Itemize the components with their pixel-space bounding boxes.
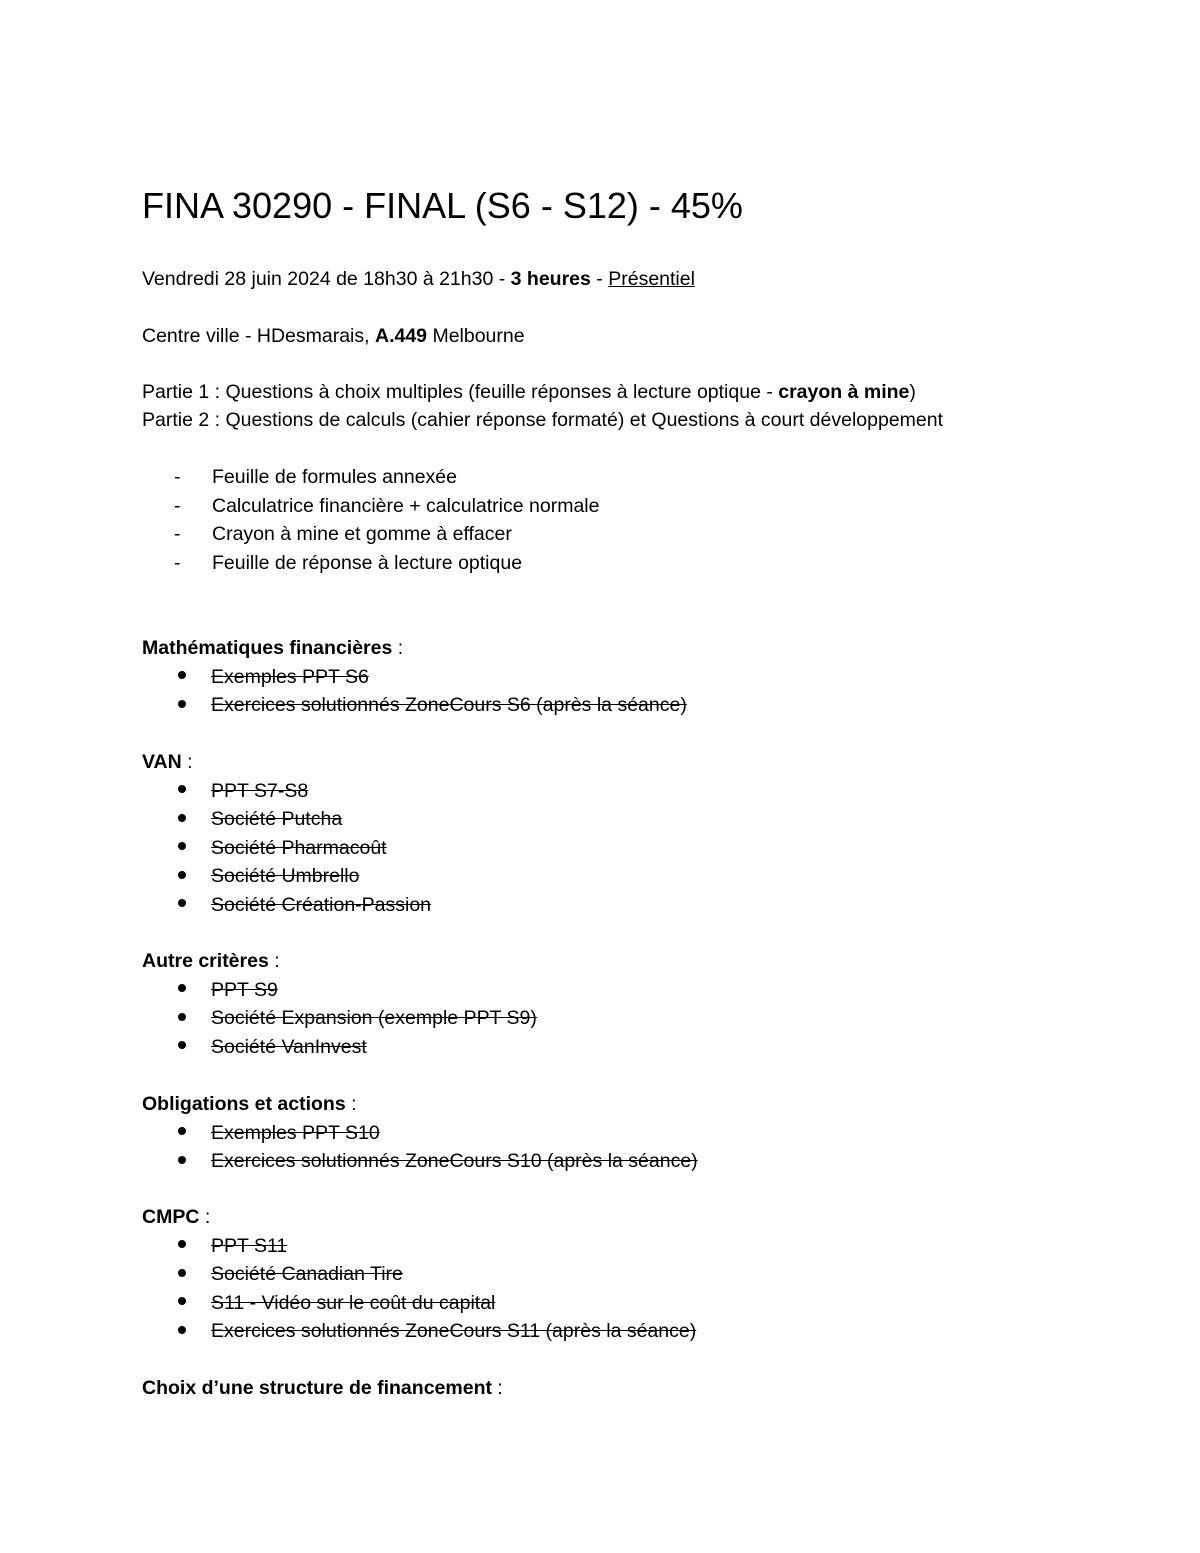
dash-marker: -	[174, 552, 181, 574]
section-heading	[142, 634, 403, 662]
section-heading-text: Mathématiques financières	[142, 637, 393, 659]
list-item-text: PPT S11	[211, 1234, 288, 1257]
exam-location	[142, 322, 525, 350]
material-text: Calculatrice financière + calculatrice normale	[212, 495, 600, 517]
bullet-icon	[178, 1156, 186, 1164]
section-list-item	[178, 1033, 367, 1061]
list-item-text: Exercices solutionnés ZoneCours S6 (après la séance)	[211, 694, 687, 716]
section-list-item	[178, 805, 342, 833]
heading-colon: :	[199, 1206, 211, 1228]
heading-colon: :	[268, 950, 280, 972]
exam-schedule	[142, 265, 695, 293]
bullet-icon	[178, 842, 186, 850]
section-list-item	[178, 891, 431, 919]
location-suffix: Melbourne	[427, 325, 525, 347]
location-room: A.449	[374, 325, 428, 347]
bullet-icon	[178, 1269, 186, 1277]
section-heading-text: CMPC	[142, 1206, 200, 1228]
material-text: Feuille de réponse à lecture optique	[212, 552, 523, 574]
schedule-separator: -	[590, 268, 609, 290]
list-item-text: Exercices solutionnés ZoneCours S11 (après la séance)	[211, 1320, 697, 1342]
list-item-text: S11 - Vidéo sur le coût du capital	[211, 1291, 496, 1314]
bullet-icon	[178, 1297, 186, 1305]
bullet-icon	[178, 671, 186, 679]
bullet-icon	[178, 899, 186, 907]
section-list-item	[178, 1317, 696, 1345]
section-list-item	[178, 1119, 380, 1147]
bullet-icon	[178, 1127, 186, 1135]
material-item	[174, 492, 599, 520]
section-heading-text: VAN	[142, 751, 182, 773]
list-item-text: Société Putcha	[211, 808, 343, 830]
schedule-duration: 3 heures	[510, 268, 591, 290]
section-heading	[142, 1203, 210, 1231]
section-heading	[142, 748, 193, 776]
section-list-item	[178, 1232, 287, 1260]
schedule-date-time: Vendredi 28 juin 2024 de 18h30 à 21h30 -	[142, 268, 511, 290]
section-list-item	[178, 1260, 403, 1288]
list-item-text: PPT S9	[211, 978, 278, 1001]
part1-bold: crayon à mine	[778, 381, 910, 403]
section-list-item	[178, 976, 278, 1004]
schedule-mode: Présentiel	[608, 268, 695, 290]
part-2: Partie 2 : Questions de calculs (cahier réponse formaté) et Questions à court développement	[142, 409, 944, 431]
section-list-item	[178, 834, 387, 862]
section-heading-text: Autre critères	[142, 950, 269, 972]
section-list-item	[178, 1147, 698, 1175]
section-list-item	[178, 777, 308, 805]
bullet-icon	[178, 814, 186, 822]
heading-colon: :	[181, 751, 193, 773]
part1-prefix: Partie 1 : Questions à choix multiples (feuille réponses à lecture optique -	[142, 381, 779, 403]
section-list-item	[178, 862, 359, 890]
list-item-text: Société Umbrello	[211, 865, 360, 887]
dash-marker: -	[174, 466, 181, 488]
section-heading-text: Choix d’une structure de financement	[142, 1377, 492, 1399]
page-title: FINA 30290 - FINAL (S6 - S12) - 45%	[142, 185, 743, 226]
section-list-item	[178, 1289, 495, 1317]
location-prefix: Centre ville - HDesmarais,	[142, 325, 375, 347]
bullet-icon	[178, 700, 186, 708]
list-item-text: PPT S7-S8	[211, 779, 309, 802]
section-heading	[142, 1090, 357, 1118]
section-heading-text: Obligations et actions	[142, 1093, 346, 1115]
material-text: Feuille de formules annexée	[212, 466, 457, 488]
heading-colon: :	[392, 637, 404, 659]
material-item	[174, 549, 522, 577]
list-item-text: Société Création-Passion	[211, 893, 432, 916]
section-list-item	[178, 663, 369, 691]
bullet-icon	[178, 1013, 186, 1021]
list-item-text: Exemples PPT S6	[211, 665, 369, 688]
section-heading	[142, 947, 280, 975]
heading-colon: :	[345, 1093, 357, 1115]
bullet-icon	[178, 1240, 186, 1248]
part-1	[142, 378, 916, 406]
material-item	[174, 520, 512, 548]
bullet-icon	[178, 1041, 186, 1049]
section-list-item	[178, 1004, 537, 1032]
list-item-text: Société VanInvest	[211, 1035, 367, 1058]
part1-suffix: )	[909, 381, 916, 403]
dash-marker: -	[174, 523, 181, 545]
bullet-icon	[178, 871, 186, 879]
list-item-text: Exercices solutionnés ZoneCours S10 (après la séance)	[211, 1150, 698, 1172]
material-text: Crayon à mine et gomme à effacer	[212, 523, 512, 545]
section-list-item	[178, 691, 687, 719]
heading-colon: :	[491, 1377, 503, 1399]
dash-marker: -	[174, 495, 181, 517]
bullet-icon	[178, 1326, 186, 1334]
material-item	[174, 463, 457, 491]
list-item-text: Société Canadian Tire	[211, 1263, 403, 1285]
bullet-icon	[178, 785, 186, 793]
bullet-icon	[178, 984, 186, 992]
list-item-text: Exemples PPT S10	[211, 1121, 380, 1144]
list-item-text: Société Pharmacoût	[211, 836, 387, 859]
section-heading	[142, 1374, 503, 1402]
list-item-text: Société Expansion (exemple PPT S9)	[211, 1007, 537, 1029]
